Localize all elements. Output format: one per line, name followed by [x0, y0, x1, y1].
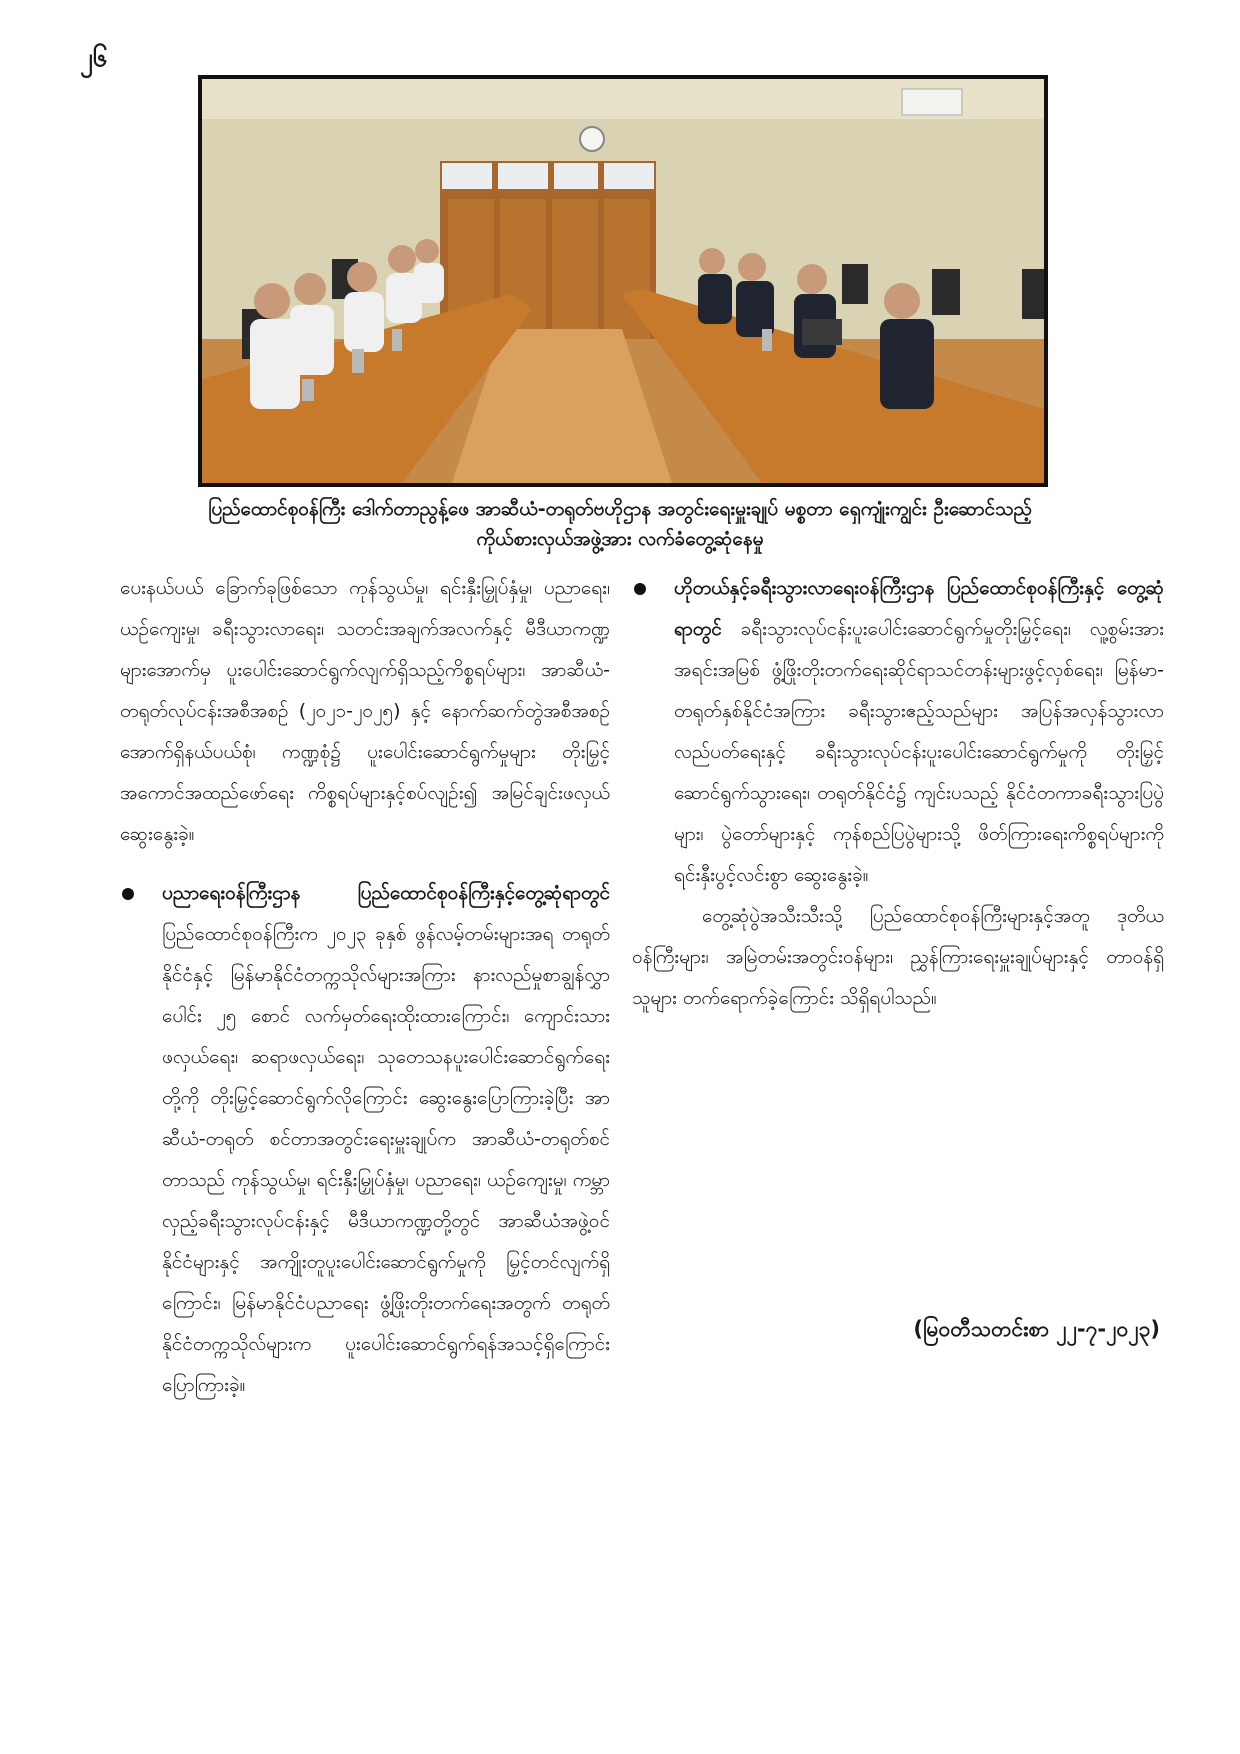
tourism-bullet-body: ခရီးသွားလုပ်ငန်းပူးပေါင်းဆောင်ရွက်မှုတိုးမြှင့်ရေး၊ လူ့စွမ်းအားအရင်းအမြစ် ဖွံ့ဖြိုးတိုးတက်ရေးဆိုင်ရာသင်တန်းများဖွင့်လှစ်ရေး၊ မြန်မာ-တရုတ်နှစ်နိုင်ငံအကြား ခရီးသွားဧည့်သည်များ အပြန်အလှန်သွားလာလည်ပတ်ရေးနှင့် ခရီးသွားလုပ်ငန်းပူးပေါင်းဆောင်ရွက်မှုကို တိုးမြှင့်ဆောင်ရွက်သွားရေး၊ တရုတ်နိုင်ငံ၌ ကျင်းပသည့် နိုင်ငံတကာခရီးသွားပြပွဲများ၊ ပွဲတော်များနှင့် ကုန်စည်ပြပွဲများသို့ ဖိတ်ကြားရေးကိစ္စရပ်များကို ရင်းနှီးပွင့်လင်းစွာ ဆွေးနွေးခဲ့။ — [674, 618, 1164, 886]
education-bullet — [120, 873, 610, 1406]
tourism-bullet — [632, 568, 1164, 896]
source-citation: (မြဝတီသတင်းစာ ၂၂-၇-၂၀၂၃) — [913, 1317, 1160, 1341]
clock-icon — [580, 127, 604, 151]
education-bullet-body: ပြည်ထောင်စုဝန်ကြီးက ၂၀၂၃ ခုနှစ် ဖွန်လမ့်တမ်းများအရ တရုတ်နိုင်ငံနှင့် မြန်မာနိုင်ငံတက္ကသိုလ်များအကြား နားလည်မှုစာချွန်လွှာပေါင်း ၂၅ စောင် လက်မှတ်ရေးထိုးထားကြောင်း၊ ကျောင်းသားဖလှယ်ရေး၊ ဆရာဖလှယ်ရေး၊ သုတေသနပူးပေါင်းဆောင်ရွက်ရေးတို့ကို တိုးမြှင့်ဆောင်ရွက်လိုကြောင်း ဆွေးနွေးပြောကြားခဲ့ပြီး အာဆီယံ-တရုတ် စင်တာအတွင်းရေးမှူးချုပ်က အာဆီယံ-တရုတ်စင်တာသည် ကုန်သွယ်မှု၊ ရင်းနှီးမြှုပ်နှံမှု၊ ပညာရေး၊ ယဉ်ကျေးမှု၊ ကမ္ဘာလှည့်ခရီးသွားလုပ်ငန်းနှင့် မီဒီယာကဏ္ဍတို့တွင် အာဆီယံအဖွဲ့ဝင်နိုင်ငံများနှင့် အကျိုးတူပူးပေါင်းဆောင်ရွက်မှုကို မြှင့်တင်လျက်ရှိကြောင်း၊ မြန်မာနိုင်ငံပညာရေး ဖွံ့ဖြိုးတိုးတက်ရေးအတွက် တရုတ်နိုင်ငံတက္ကသိုလ်များက ပူးပေါင်းဆောင်ရွက်ရန်အသင့်ရှိကြောင်း ပြောကြားခဲ့။ — [162, 923, 610, 1396]
education-bullet-heading: ပညာရေးဝန်ကြီးဌာန ပြည်ထောင်စုဝန်ကြီးနှင့်တွေ့ဆုံရာတွင် — [162, 882, 610, 904]
bullet-icon — [634, 583, 646, 595]
intro-paragraph: ပေးနယ်ပယ် ခြောက်ခုဖြစ်သော ကုန်သွယ်မှု၊ ရင်းနှီးမြှုပ်နှံမှု၊ ပညာရေး၊ ယဉ်ကျေးမှု၊ ခရီးသွားလာရေး၊ သတင်းအချက်အလက်နှင့် မီဒီယာကဏ္ဍများအောက်မှ ပူးပေါင်းဆောင်ရွက်လျက်ရှိသည့်ကိစ္စရပ်များ၊ အာဆီယံ-တရုတ်လုပ်ငန်းအစီအစဉ် (၂၀၂၁-၂၀၂၅) နှင့် နောက်ဆက်တွဲအစီအစဉ်အောက်ရှိနယ်ပယ်စုံ၊ ကဏ္ဍစုံ၌ ပူးပေါင်းဆောင်ရွက်မှုများ တိုးမြှင့်အကောင်အထည်ဖော်ရေး ကိစ္စရပ်များနှင့်စပ်လျဉ်း၍ အမြင်ချင်းဖလှယ်ဆွေးနွေးခဲ့။ — [120, 577, 610, 845]
left-column — [120, 568, 610, 1406]
page-number: ၂၆ — [80, 43, 108, 73]
right-column — [632, 568, 1164, 1019]
caption-line-1: ပြည်ထောင်စုဝန်ကြီး ဒေါက်တာညွန့်ဖေ အာဆီယံ-တရုတ်ဗဟိုဌာန အတွင်းရေးမှူးချုပ် မစ္စတာ ရှေကျုံးကျွင်း ဦးဆောင်သည့် — [208, 498, 1032, 520]
tourism-bullet-heading: ဟိုတယ်နှင့်ခရီးသွားလာရေးဝန်ကြီးဌာန ပြည်ထောင်စုဝန်ကြီးနှင့် တွေ့ဆုံရာတွင် — [674, 577, 1164, 640]
photo-caption — [120, 494, 1120, 554]
closing-paragraph: တွေ့ဆုံပွဲအသီးသီးသို့ ပြည်ထောင်စုဝန်ကြီးများနှင့်အတူ ဒုတိယဝန်ကြီးများ၊ အမြဲတမ်းအတွင်းဝန်များ၊ ညွှန်ကြားရေးမှူးချုပ်များနှင့် တာဝန်ရှိသူများ တက်ရောက်ခဲ့ကြောင်း သိရှိရပါသည်။ — [632, 905, 1164, 1009]
caption-line-2: ကိုယ်စားလှယ်အဖွဲ့အား လက်ခံတွေ့ဆုံနေမှု — [476, 528, 764, 550]
meeting-photo — [198, 75, 1048, 487]
bullet-icon — [122, 888, 134, 900]
meeting-room-illustration — [202, 79, 1044, 483]
